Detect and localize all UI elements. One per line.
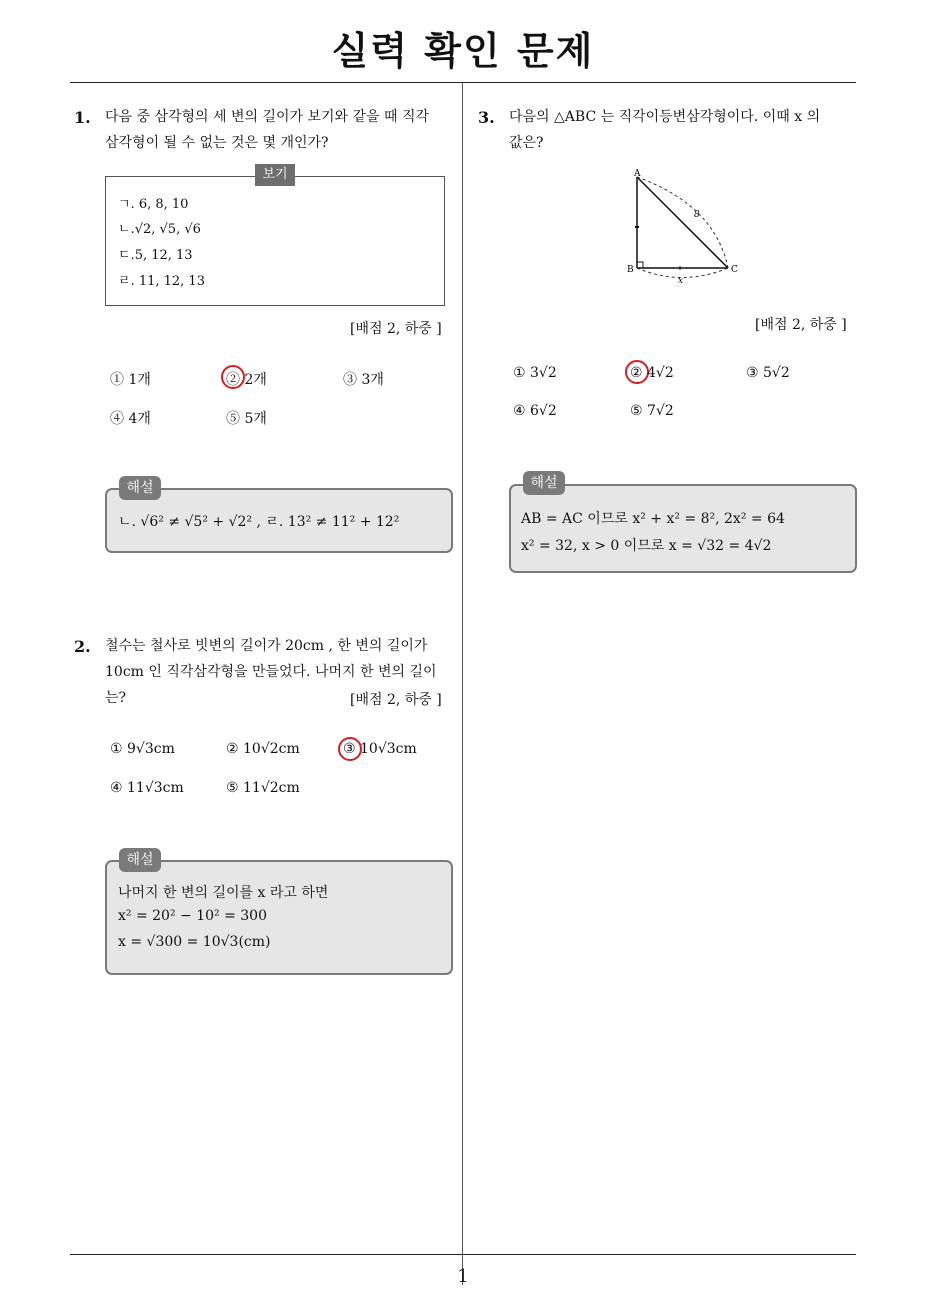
- triangle-figure: [620, 165, 750, 290]
- question-3-line1: 다음의 △ABC 는 직각이등변삼각형이다. 이때 x 의: [509, 109, 821, 125]
- label-base: x: [678, 276, 684, 286]
- q3-choice-5[interactable]: ⑤ 7√2: [630, 403, 674, 419]
- side-ac: [637, 177, 728, 268]
- label-c: C: [731, 265, 738, 275]
- bottom-rule: [70, 1254, 856, 1255]
- bogi-label: 보기: [255, 164, 295, 186]
- question-1-line1: 다음 중 삼각형의 세 변의 길이가 보기와 같을 때 직각: [105, 109, 430, 125]
- q3-choice-1[interactable]: ① 3√2: [513, 365, 557, 381]
- question-1-line2: 삼각형이 될 수 없는 것은 몇 개인가?: [105, 135, 329, 151]
- q2-choice-3[interactable]: ③ 10√3cm: [343, 741, 417, 757]
- q2-choice-5[interactable]: ⑤ 11√2cm: [226, 780, 300, 796]
- question-2-line2: 10cm 인 직각삼각형을 만들었다. 나머지 한 변의 길이: [105, 664, 437, 680]
- question-3-number: 3.: [478, 108, 495, 127]
- q2-choice-2[interactable]: ② 10√2cm: [226, 741, 300, 757]
- bogi-item-3: ㄷ.5, 12, 13: [118, 248, 193, 263]
- q1-choice-3[interactable]: ③ 3개: [343, 372, 384, 388]
- question-3-line2: 값은?: [509, 135, 544, 151]
- question-2-score: [배점 2, 하중 ]: [350, 692, 442, 708]
- label-a: A: [634, 169, 641, 179]
- q2-solution-line-1: 나머지 한 변의 길이를 x 라고 하면: [118, 885, 329, 901]
- bogi-item-1: ㄱ. 6, 8, 10: [118, 197, 189, 212]
- page-title: 실력 확인 문제: [331, 29, 595, 73]
- question-2-number: 2.: [74, 637, 91, 656]
- q3-solution-line-1: AB = AC 이므로 x² + x² = 8², 2x² = 64: [521, 511, 785, 527]
- question-3-text: [509, 104, 859, 156]
- question-3-score: [배점 2, 하중 ]: [755, 317, 847, 333]
- q1-choice-4[interactable]: ④ 4개: [110, 411, 151, 427]
- label-hypotenuse: 8: [694, 210, 700, 220]
- q3-solution-box: [509, 484, 857, 573]
- label-b: B: [627, 265, 634, 275]
- right-angle-mark: [637, 262, 643, 268]
- page-number: 1: [457, 1266, 469, 1287]
- q2-choice-4[interactable]: ④ 11√3cm: [110, 780, 184, 796]
- q2-choice-1[interactable]: ① 9√3cm: [110, 741, 175, 757]
- q2-solution-line-2: x² = 20² − 10² = 300: [118, 908, 267, 924]
- q2-solution-label: 해설: [119, 848, 161, 872]
- q1-choice-2[interactable]: ② 2개: [226, 372, 267, 388]
- question-1-text: [105, 104, 455, 156]
- top-rule: [70, 82, 856, 83]
- q3-solution-line-2: x² = 32, x > 0 이므로 x = √32 = 4√2: [521, 538, 772, 554]
- q1-choice-5[interactable]: ⑤ 5개: [226, 411, 267, 427]
- question-2-line1: 철수는 철사로 빗변의 길이가 20cm , 한 변의 길이가: [105, 638, 428, 654]
- question-1-number: 1.: [74, 108, 91, 127]
- question-1-score: [배점 2, 하중 ]: [350, 321, 442, 337]
- column-divider: [462, 83, 463, 1285]
- q1-choice-1[interactable]: ① 1개: [110, 372, 151, 388]
- q3-choice-4[interactable]: ④ 6√2: [513, 403, 557, 419]
- q3-solution-label: 해설: [523, 471, 565, 495]
- q2-solution-line-3: x = √300 = 10√3(cm): [118, 934, 271, 950]
- q1-solution-line-1: ㄴ. √6² ≠ √5² + √2² , ㄹ. 13² ≠ 11² + 12²: [118, 514, 400, 530]
- bogi-item-4: ㄹ. 11, 12, 13: [118, 274, 205, 289]
- q3-choice-2[interactable]: ② 4√2: [630, 365, 674, 381]
- q1-solution-label: 해설: [119, 476, 161, 500]
- question-2-line3: 는?: [105, 690, 127, 706]
- q3-choice-3[interactable]: ③ 5√2: [746, 365, 790, 381]
- bogi-item-2: ㄴ.√2, √5, √6: [118, 222, 201, 237]
